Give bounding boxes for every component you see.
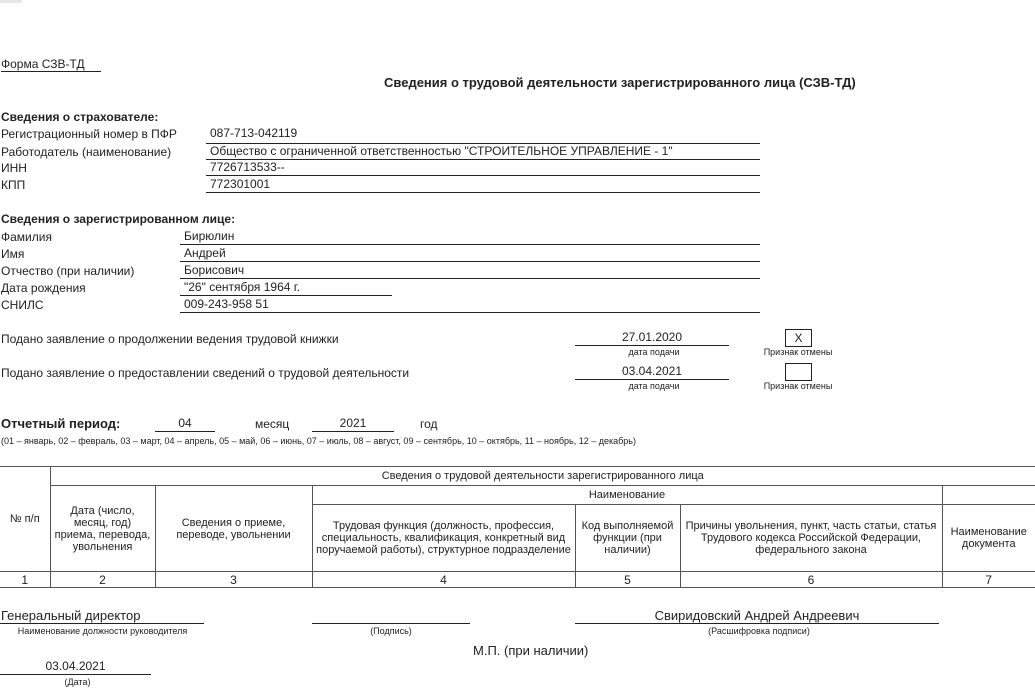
signature-date-caption: (Дата) — [64, 677, 91, 687]
application-2-date-caption: дата подачи — [628, 381, 680, 391]
signature-sign-line — [312, 608, 470, 624]
signature-position-caption: Наименование должности руководителя — [17, 626, 188, 636]
application-2-date: 03.04.2021 — [575, 364, 729, 380]
application-1-date: 27.01.2020 — [575, 330, 729, 346]
col-header-labor-function: Трудовая функция (должность, профессия, специальность, квалификация, конкретный вид поручаемой работы), структурное подразделение — [312, 505, 575, 572]
surname-value: Бирюлин — [180, 229, 760, 245]
group-header: Сведения о трудовой деятельности зарегистрированного лица — [50, 467, 1035, 486]
person-heading: Сведения о зарегистрированном лице: — [1, 212, 236, 226]
page-title: Сведения о трудовой деятельности зарегистрированного лица (СЗВ-ТД) — [384, 75, 856, 90]
application-1-cancel-checkbox[interactable]: X — [785, 329, 812, 347]
col-header-function-code: Код выполняемой функции (при наличии) — [575, 505, 680, 572]
col-header-dismissal-reasons: Причины увольнения, пункт, часть статьи, статья Трудового кодекса Российской Федерации, федерального закона — [680, 505, 942, 572]
col-number-1: 1 — [0, 572, 50, 588]
insurer-heading: Сведения о страхователе: — [1, 110, 159, 124]
surname-label: Фамилия — [1, 230, 52, 244]
period-year-value: 2021 — [312, 416, 394, 432]
application-1-cancel-caption: Признак отмены — [763, 347, 833, 357]
period-legend: (01 – январь, 02 – февраль, 03 – март, 04 – апрель, 05 – май, 06 – июнь, 07 – июль, 08 – август, 09 – сентябрь, 10 – октябрь, 11 – ноябрь, 12 – декабрь) — [1, 436, 636, 446]
reg-number-label: Регистрационный номер в ПФР — [1, 127, 177, 141]
inn-value: 7726713533-- — [206, 160, 760, 176]
col-number-3: 3 — [155, 572, 312, 588]
application-1-text: Подано заявление о продолжении ведения трудовой книжки — [1, 332, 339, 346]
period-label: Отчетный период: — [1, 416, 121, 431]
top-edge-artifact — [0, 0, 22, 3]
snils-value: 009-243-958 51 — [180, 297, 760, 313]
col-number-6: 6 — [680, 572, 942, 588]
form-label: Форма СЗВ-ТД — [1, 57, 101, 72]
col-number-5: 5 — [575, 572, 680, 588]
col-number-4: 4 — [312, 572, 575, 588]
col-header-date: Дата (число, месяц, год) приема, перевода, увольнения — [50, 486, 155, 572]
signature-name-value: Свиридовский Андрей Андреевич — [575, 608, 939, 624]
col-header-hiring-info: Сведения о приеме, переводе, увольнении — [155, 486, 312, 572]
employer-value: Общество с ограниченной ответственностью "СТРОИТЕЛЬНОЕ УПРАВЛЕНИЕ - 1" — [206, 143, 760, 160]
stamp-label: М.П. (при наличии) — [473, 643, 589, 658]
col-number-7: 7 — [942, 572, 1035, 588]
period-year-label: год — [420, 417, 438, 431]
employer-label: Работодатель (наименование) — [1, 145, 172, 159]
snils-label: СНИЛС — [1, 298, 44, 312]
labor-activity-table — [0, 466, 1035, 588]
kpp-label: КПП — [1, 178, 26, 192]
inn-label: ИНН — [1, 161, 27, 175]
col-header-document-name: Наименование документа — [942, 505, 1035, 572]
application-2-text: Подано заявление о предоставлении сведений о трудовой деятельности — [1, 366, 410, 380]
patronymic-value: Борисович — [180, 263, 760, 279]
application-2-cancel-checkbox[interactable] — [785, 363, 812, 381]
name-group-header: Наименование — [312, 486, 942, 505]
reg-number-value: 087-713-042119 — [210, 126, 298, 140]
signature-position-value: Генеральный директор — [0, 608, 204, 624]
application-2-cancel-caption: Признак отмены — [763, 381, 833, 391]
application-1-date-caption: дата подачи — [628, 347, 680, 357]
kpp-value: 772301001 — [206, 177, 760, 193]
name-value: Андрей — [180, 246, 760, 262]
patronymic-label: Отчество (при наличии) — [1, 264, 135, 278]
col-7-top-cell — [942, 486, 1035, 505]
dob-value: "26" сентября 1964 г. — [180, 280, 392, 296]
name-label: Имя — [1, 247, 25, 261]
period-month-value: 04 — [155, 416, 215, 432]
col-number-2: 2 — [50, 572, 155, 588]
signature-name-caption: (Расшифровка подписи) — [708, 626, 810, 636]
period-month-label: месяц — [255, 417, 290, 431]
signature-date-value: 03.04.2021 — [0, 659, 151, 675]
signature-sign-caption: (Подпись) — [370, 626, 412, 636]
col-header-number: № п/п — [0, 467, 50, 572]
dob-label: Дата рождения — [1, 281, 86, 295]
